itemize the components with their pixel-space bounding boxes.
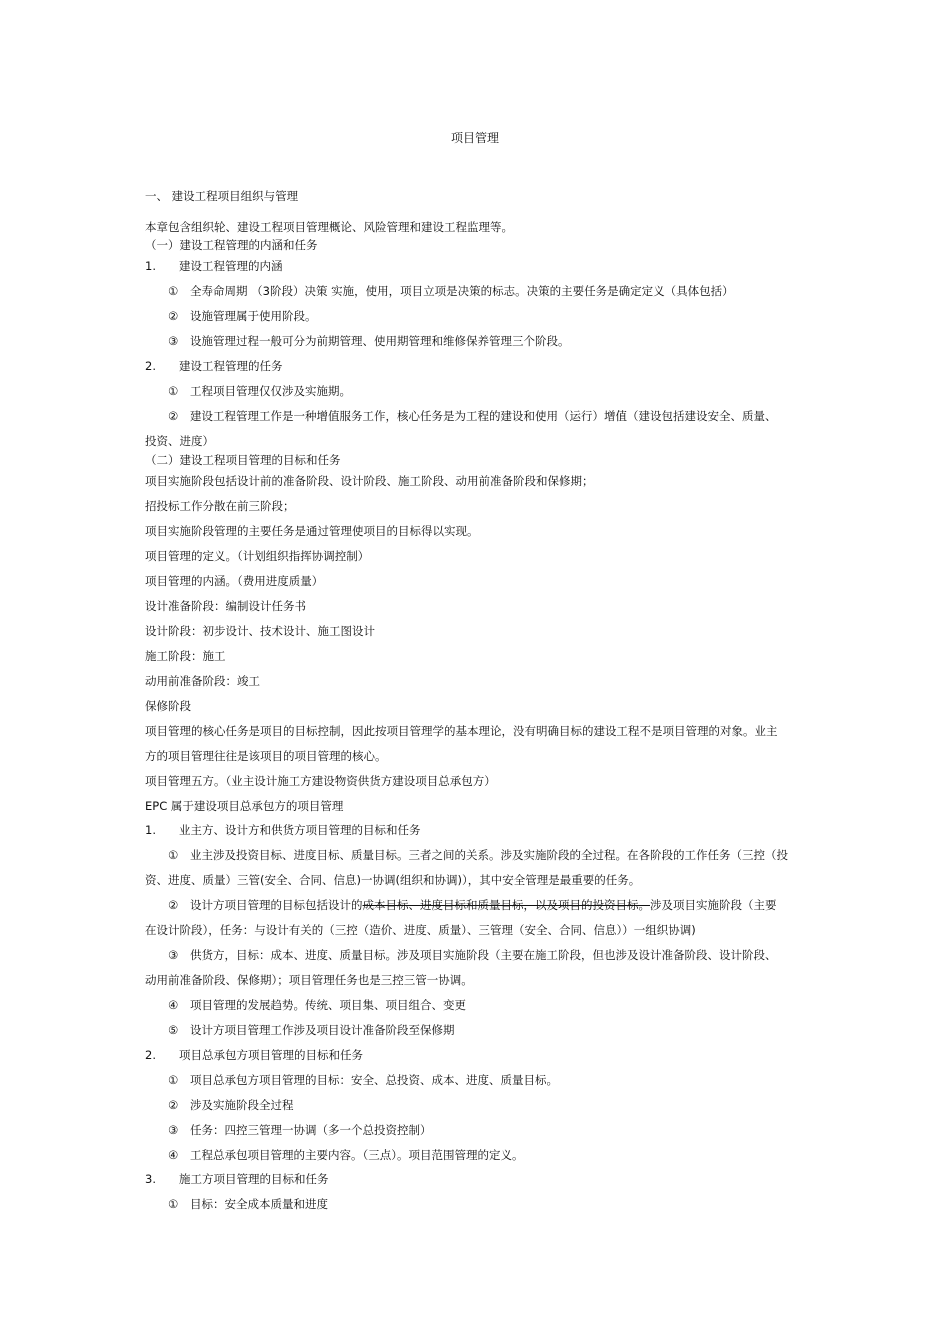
circled-item [168, 1122, 432, 1138]
item-text: 项目管理的发展趋势。传统、项目集、项目组合、变更 [190, 998, 466, 1012]
subsection-heading: （一）建设工程管理的内涵和任务 [145, 238, 318, 252]
item-text: 项目总承包方项目管理的目标和任务 [179, 1048, 363, 1062]
subsection-heading: （二）建设工程项目管理的目标和任务 [145, 453, 341, 467]
item-marker: ④ [168, 1148, 179, 1162]
paragraph: 设计准备阶段：编制设计任务书 [145, 599, 306, 613]
circled-item [168, 383, 351, 399]
paragraph: 招投标工作分散在前三阶段； [145, 499, 295, 513]
circled-item [168, 1097, 294, 1113]
item-marker: ① [168, 1197, 179, 1211]
item-text: 涉及项目实施阶段（主要 [650, 898, 777, 912]
paragraph: 动用前准备阶段：竣工 [145, 674, 260, 688]
numbered-item [145, 1171, 329, 1187]
item-text: 工程项目管理仅仅涉及实施期。 [190, 384, 351, 398]
item-number: 1. [145, 823, 156, 837]
item-text: 设施管理属于使用阶段。 [190, 309, 317, 323]
circled-item [168, 947, 777, 963]
item-text: 建设工程管理的内涵 [179, 259, 283, 273]
item-text: 项目总承包方项目管理的目标：安全、总投资、成本、进度、质量目标。 [190, 1073, 558, 1087]
item-marker: ② [168, 1098, 179, 1112]
item-marker: ① [168, 284, 179, 298]
struck-text: 成本目标、进度目标和质量目标，以及项目的投资目标。 [362, 898, 650, 912]
item-marker: ⑤ [168, 1023, 179, 1037]
item-number: 2. [145, 1048, 156, 1062]
paragraph: 投资、进度） [145, 434, 214, 448]
circled-item [168, 847, 788, 863]
circled-item [168, 333, 570, 349]
item-number: 2. [145, 359, 156, 373]
circled-item [168, 897, 777, 913]
paragraph: 项目实施阶段管理的主要任务是通过管理使项目的目标得以实现。 [145, 524, 479, 538]
item-marker: ③ [168, 948, 179, 962]
paragraph: EPC 属于建设项目总承包方的项目管理 [145, 799, 344, 813]
circled-item [168, 408, 777, 424]
item-text: 任务：四控三管理一协调（多一个总投资控制） [190, 1123, 432, 1137]
item-marker: ① [168, 384, 179, 398]
item-text: 设计方项目管理工作涉及项目设计准备阶段至保修期 [190, 1023, 455, 1037]
paragraph: 资、进度、质量）三管(安全、合同、信息)一协调(组织和协调)），其中安全管理是最重要的任务。 [145, 873, 641, 887]
paragraph: 项目管理五方。（业主设计施工方建设物资供货方建设项目总承包方） [145, 774, 496, 788]
circled-item [168, 997, 466, 1013]
paragraph: 保修阶段 [145, 699, 191, 713]
item-text: 建设工程管理的任务 [179, 359, 283, 373]
paragraph: 项目管理的内涵。（费用进度质量） [145, 574, 324, 588]
paragraph: 项目实施阶段包括设计前的准备阶段、设计阶段、施工阶段、动用前准备阶段和保修期； [145, 474, 594, 488]
item-text: 设计方项目管理的目标包括设计的 [190, 898, 363, 912]
item-text: 建设工程管理工作是一种增值服务工作，核心任务是为工程的建设和使用（运行）增值（建设包括建设安全、质量、 [190, 409, 777, 423]
paragraph: 设计阶段：初步设计、技术设计、施工图设计 [145, 624, 375, 638]
paragraph: 在设计阶段），任务：与设计有关的（三控（造价、进度、质量）、三管理（安全、合同、信息））一组织协调) [145, 923, 696, 937]
circled-item [168, 283, 734, 299]
item-number: 3. [145, 1172, 156, 1186]
numbered-item [145, 258, 283, 274]
item-text: 目标：安全成本质量和进度 [190, 1197, 328, 1211]
item-text: 供货方，目标：成本、进度、质量目标。涉及项目实施阶段（主要在施工阶段，但也涉及设计准备阶段、设计阶段、 [190, 948, 777, 962]
circled-item [168, 1196, 328, 1212]
item-marker: ② [168, 309, 179, 323]
circled-item [168, 1072, 558, 1088]
item-marker: ③ [168, 334, 179, 348]
item-text: 业主方、设计方和供货方项目管理的目标和任务 [179, 823, 421, 837]
document-title: 项目管理 [450, 131, 499, 145]
item-text: 全寿命周期 （3阶段）决策 实施，使用，项目立项是决策的标志。决策的主要任务是确定定义（具体包括） [190, 284, 734, 298]
circled-item [168, 1022, 455, 1038]
circled-item [168, 1147, 524, 1163]
item-marker: ④ [168, 998, 179, 1012]
paragraph: 方的项目管理往往是该项目的项目管理的核心。 [145, 749, 387, 763]
paragraph: 项目管理的核心任务是项目的目标控制，因此按项目管理学的基本理论，没有明确目标的建设工程不是项目管理的对象。业主 [145, 724, 778, 738]
item-text: 施工方项目管理的目标和任务 [179, 1172, 329, 1186]
item-marker: ② [168, 409, 179, 423]
item-text: 涉及实施阶段全过程 [190, 1098, 294, 1112]
item-number: 1. [145, 259, 156, 273]
circled-item [168, 308, 317, 324]
paragraph: 动用前准备阶段、保修期）；项目管理任务也是三控三管一协调。 [145, 973, 473, 987]
numbered-item [145, 358, 283, 374]
item-marker: ① [168, 848, 179, 862]
paragraph: 本章包含组织轮、建设工程项目管理概论、风险管理和建设工程监理等。 [145, 220, 513, 234]
numbered-item [145, 1047, 363, 1063]
paragraph: 施工阶段：施工 [145, 649, 226, 663]
item-marker: ③ [168, 1123, 179, 1137]
section-heading: 一、 建设工程项目组织与管理 [145, 189, 299, 203]
item-marker: ② [168, 898, 179, 912]
numbered-item [145, 822, 421, 838]
item-marker: ① [168, 1073, 179, 1087]
item-text: 业主涉及投资目标、进度目标、质量目标。三者之间的关系。涉及实施阶段的全过程。在各阶段的工作任务（三控（投 [190, 848, 788, 862]
paragraph: 项目管理的定义。（计划组织指挥协调控制） [145, 549, 370, 563]
item-text: 设施管理过程一般可分为前期管理、使用期管理和维修保养管理三个阶段。 [190, 334, 570, 348]
item-text: 工程总承包项目管理的主要内容。（三点）。项目范围管理的定义。 [190, 1148, 524, 1162]
